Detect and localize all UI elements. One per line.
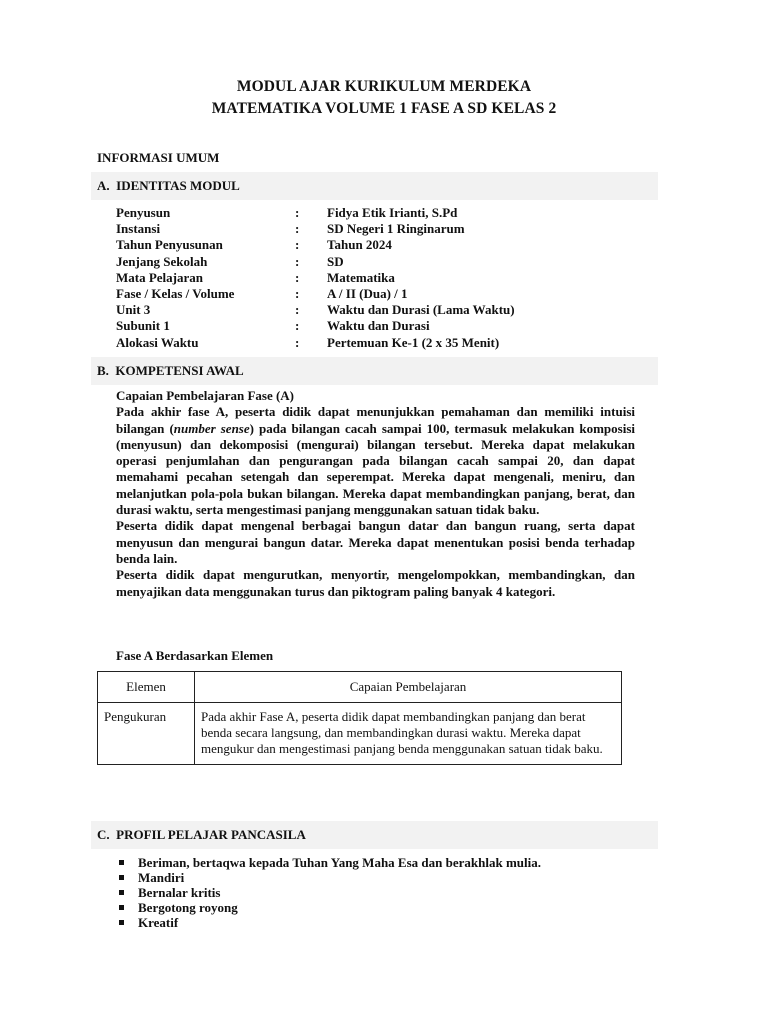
list-item <box>118 900 541 915</box>
identitas-row <box>116 302 636 318</box>
identitas-modul-table <box>116 205 636 351</box>
identitas-colon: : <box>295 253 300 269</box>
identitas-value: Waktu dan Durasi (Lama Waktu) <box>327 302 515 318</box>
identitas-value: Matematika <box>327 269 395 285</box>
identitas-colon: : <box>295 269 300 285</box>
list-item-text: Mandiri <box>138 870 185 886</box>
identitas-row <box>116 205 636 221</box>
identitas-colon: : <box>295 318 300 334</box>
elemen-table <box>97 671 622 765</box>
identitas-row <box>116 254 636 270</box>
document-title-line-2: MATEMATIKA VOLUME 1 FASE A SD KELAS 2 <box>211 100 557 117</box>
list-item <box>118 855 541 870</box>
list-item-text: Kreatif <box>138 915 179 931</box>
capaian-text: Pada akhir fase A, peserta didik dapat menunjukkan pemahaman dan memiliki intuisi bilangan ( <box>116 404 635 436</box>
identitas-value: SD Negeri 1 Ringinarum <box>327 221 465 237</box>
identitas-colon: : <box>295 237 300 253</box>
list-item <box>118 870 541 885</box>
identitas-value: Fidya Etik Irianti, S.Pd <box>327 205 458 220</box>
identitas-label: Subunit 1 <box>116 318 170 334</box>
identitas-colon: : <box>295 334 300 350</box>
identitas-row <box>116 318 636 334</box>
section-a-header <box>91 172 658 200</box>
identitas-value: Tahun 2024 <box>327 237 392 253</box>
identitas-row <box>116 270 636 286</box>
identitas-label: Alokasi Waktu <box>116 334 199 350</box>
identitas-row <box>116 286 636 302</box>
list-item-text: Beriman, bertaqwa kepada Tuhan Yang Maha Esa dan berakhlak mulia. <box>138 855 541 870</box>
column-header-capaian: Capaian Pembelajaran <box>195 672 622 703</box>
identitas-label: Tahun Penyusunan <box>116 237 223 253</box>
elemen-heading: Fase A Berdasarkan Elemen <box>116 648 274 663</box>
list-item-text: Bernalar kritis <box>138 885 221 901</box>
identitas-value: Pertemuan Ke-1 (2 x 35 Menit) <box>327 334 500 350</box>
identitas-colon: : <box>295 205 300 220</box>
section-b-header <box>91 357 658 385</box>
identitas-label: Jenjang Sekolah <box>116 253 208 269</box>
identitas-label: Mata Pelajaran <box>116 269 204 285</box>
square-bullet-icon <box>119 890 124 895</box>
square-bullet-icon <box>119 905 124 910</box>
identitas-label: Fase / Kelas / Volume <box>116 285 235 301</box>
list-item <box>118 885 541 900</box>
list-item-text: Bergotong royong <box>138 900 238 916</box>
identitas-colon: : <box>295 221 300 237</box>
identitas-label: Instansi <box>116 221 161 237</box>
capaian-text: ) pada bilangan cacah sampai 100, termasuk melakukan komposisi (menyusun) dan dekomposisi (mengurai) bilangan tersebut. Mereka dapat melakukan operasi penjumlahan dan pengurangan pada bilangan cacah sampai 20, dan dapat memahami pecahan setengah dan seperempat. Mereka dapat mengenali, meniru, dan melanjutkan pola-pola bukan bilangan. Mereka dapat membandingkan panjang, berat, dan durasi waktu, serta mengestimasi panjang menggunakan satuan tidak baku. <box>116 420 635 518</box>
square-bullet-icon <box>119 875 124 880</box>
identitas-label: Penyusun <box>116 205 171 220</box>
elemen-cell: Pengukuran <box>98 703 195 765</box>
capaian-emphasis: number sense <box>173 420 250 436</box>
section-b-title: B. KOMPETENSI AWAL <box>97 363 244 378</box>
identitas-value: A / II (Dua) / 1 <box>327 285 408 301</box>
square-bullet-icon <box>119 920 124 925</box>
identitas-colon: : <box>295 302 300 318</box>
identitas-row <box>116 335 636 351</box>
section-a-title: A. IDENTITAS MODUL <box>97 178 240 193</box>
capaian-paragraph-2: Peserta didik dapat mengenal berbagai bangun datar dan bangun ruang, serta dapat menyusun dan mengurai bangun datar. Mereka dapat menentukan posisi benda terhadap benda lain. <box>116 518 635 566</box>
table-row <box>98 703 622 765</box>
profil-pelajar-list <box>118 855 541 930</box>
section-c-header <box>91 821 658 849</box>
section-c-title: C. PROFIL PELAJAR PANCASILA <box>97 827 306 842</box>
identitas-colon: : <box>295 285 300 301</box>
list-item <box>118 915 541 930</box>
square-bullet-icon <box>119 860 124 865</box>
identitas-row <box>116 237 636 253</box>
identitas-value: Waktu dan Durasi <box>327 318 430 334</box>
column-header-elemen: Elemen <box>98 672 195 703</box>
identitas-row <box>116 221 636 237</box>
identitas-label: Unit 3 <box>116 302 151 318</box>
capaian-pembelajaran-block <box>116 388 635 600</box>
identitas-value: SD <box>327 253 344 269</box>
capaian-paragraph-3: Peserta didik dapat mengurutkan, menyortir, mengelompokkan, membandingkan, dan menyajikan data menggunakan turus dan piktogram paling banyak 4 kategori. <box>116 567 635 599</box>
capaian-heading: Capaian Pembelajaran Fase (A) <box>116 388 295 403</box>
document-title-line-1: MODUL AJAR KURIKULUM MERDEKA <box>236 78 532 95</box>
capaian-paragraph-1 <box>116 404 635 518</box>
capaian-cell: Pada akhir Fase A, peserta didik dapat membandingkan panjang dan berat benda secara langsung, dan membandingkan durasi waktu. Mereka dapat mengukur dan mengestimasi panjang benda menggunakan satuan tidak baku. <box>195 703 622 765</box>
informasi-umum-heading: INFORMASI UMUM <box>97 150 220 165</box>
